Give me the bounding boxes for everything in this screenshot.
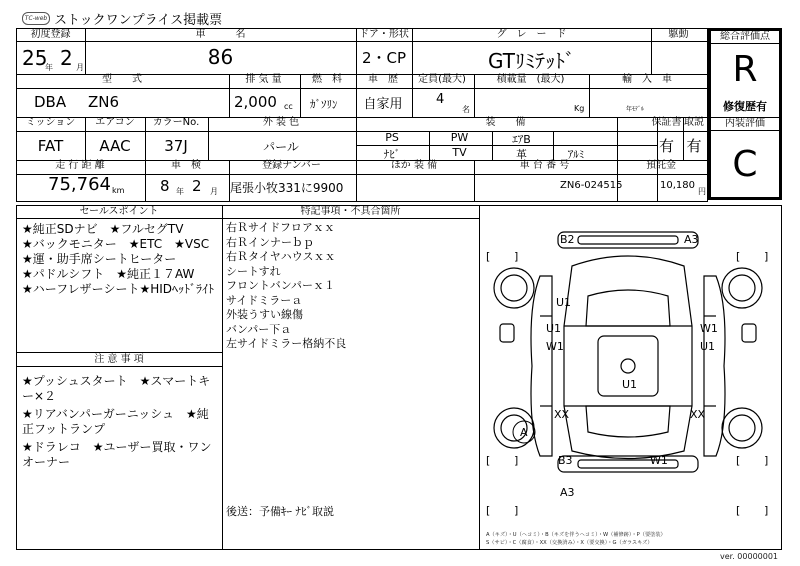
plate-value: 尾張小牧331に9900 xyxy=(230,181,344,195)
model-value: ZN6 xyxy=(88,93,120,111)
reg-year-value: 25 xyxy=(22,46,48,70)
list-item: 左サイドミラー格納不良 xyxy=(226,337,347,350)
list-item: 右Ｒインナーｂｐ xyxy=(226,235,314,249)
interior-grade: C xyxy=(732,144,758,185)
svg-text:[: [ xyxy=(736,454,741,467)
mark-xx-right: XX xyxy=(690,408,706,421)
displacement-unit: cc xyxy=(284,102,293,111)
list-item: ★リアバンパーガーニッシュ ★純 xyxy=(22,407,209,421)
label-mission: ミッション xyxy=(25,117,76,128)
insp-year-value: 8 xyxy=(160,177,170,195)
overall-grade: R xyxy=(732,49,758,90)
label-manual: 取説 xyxy=(684,117,704,128)
displacement-value: 2,000 xyxy=(234,93,277,111)
svg-text:]: ] xyxy=(514,250,519,263)
door-value: 2・CP xyxy=(361,49,407,67)
label-drive: 駆動 xyxy=(668,29,689,40)
mileage-unit: km xyxy=(112,186,125,195)
label-recycle: 預託金 xyxy=(646,160,676,171)
mission-value: FAT xyxy=(37,137,64,155)
label-displacement: 排 気 量 xyxy=(245,74,282,85)
list-item: バンパー下ａ xyxy=(226,322,292,336)
reg-month-unit: 月 xyxy=(76,63,84,72)
equip-ps: PS xyxy=(385,131,399,144)
label-load: 積載量 (最大) xyxy=(496,74,565,85)
svg-text:[: [ xyxy=(486,250,491,263)
manual-value: 有 xyxy=(686,137,702,155)
mark-b2: B2 xyxy=(560,233,575,246)
version: ver. 00000001 xyxy=(720,552,779,561)
label-aircon: エアコン xyxy=(95,117,135,128)
label-model: 型 式 xyxy=(102,74,142,85)
cautions-list xyxy=(22,374,220,470)
label-interior: 内装評価 xyxy=(725,118,765,129)
mark-a3-front: A3 xyxy=(684,233,699,246)
mark-w1-rear: W1 xyxy=(650,454,668,467)
sales-points-list xyxy=(22,222,220,297)
label-exterior: 外 装 色 xyxy=(262,117,300,128)
model-prefix-value: DBA xyxy=(34,93,67,111)
label-equipment: 装 備 xyxy=(485,117,526,128)
label-warranty: 保証書 xyxy=(651,117,682,128)
mark-u1-door: U1 xyxy=(546,322,562,335)
label-overall: 総合評価点 xyxy=(720,31,770,42)
label-history: 車 歴 xyxy=(368,74,398,85)
reg-year-unit: 年 xyxy=(45,63,53,72)
label-car-name: 車 名 xyxy=(195,29,246,40)
label-grade: グ レ ー ド xyxy=(496,29,567,40)
logo: TC-web xyxy=(22,12,50,25)
equip-tv: TV xyxy=(452,146,467,159)
list-item: サイドミラーａ xyxy=(226,293,303,307)
recycle-unit: 円 xyxy=(698,187,706,196)
list-item: ★運・助手席シートヒーター xyxy=(22,252,177,266)
overall-grade-sub: 修復歴有 xyxy=(723,100,767,113)
label-import: 輸 入 車 xyxy=(622,74,672,85)
svg-text:]: ] xyxy=(514,504,519,517)
color-no-value: 37J xyxy=(164,137,188,155)
insp-year-unit: 年 xyxy=(176,187,184,196)
equip-alloy: ｱﾙﾐ xyxy=(567,148,585,161)
list-item: ★バックモニター ★ETC ★VSC xyxy=(22,237,210,251)
list-item: ★ドラレコ ★ユーザー買取・ワン xyxy=(22,440,212,454)
chassis-value: ZN6-024515 xyxy=(560,180,623,191)
svg-text:[: [ xyxy=(736,250,741,263)
mark-u1-right: U1 xyxy=(700,340,716,353)
equip-leather: 革 xyxy=(516,148,527,161)
label-color-no: カラーNo. xyxy=(152,117,200,128)
label-other-equipment: ほか 装 備 xyxy=(390,160,438,171)
list-item: ★純正SDナビ ★フルセグTV xyxy=(22,222,184,236)
svg-text:]: ] xyxy=(764,504,769,517)
list-item: シートすれ xyxy=(226,264,281,278)
equip-navi: ﾅﾋﾞ xyxy=(383,148,401,161)
label-first-reg: 初度登録 xyxy=(30,29,71,40)
load-unit: Kg xyxy=(574,104,585,113)
list-item: ★パドルシフト ★純正１７AW xyxy=(22,267,195,281)
list-item: ★プッシュスタート ★スマートキ xyxy=(22,374,211,388)
mark-b3: B3 xyxy=(558,454,573,467)
defects-list xyxy=(226,221,476,352)
model-year-unit: 年ﾓﾃﾞﾙ xyxy=(626,106,645,113)
label-defects: 特記事項・不具合箇所 xyxy=(300,206,401,217)
list-item: 外装うすい線傷 xyxy=(226,308,303,321)
list-item: ★ハーフレザーシート★HIDﾍｯﾄﾞﾗｲﾄ xyxy=(22,282,214,296)
label-mileage: 走 行 距 離 xyxy=(55,160,105,171)
reg-month-value: 2 xyxy=(60,46,73,70)
mark-a3-rear: A3 xyxy=(560,486,575,499)
fuel-value: ｶﾞｿﾘﾝ xyxy=(310,98,338,111)
list-item: フロントバンパーｘ１ xyxy=(226,279,336,292)
page-title: ストックワンプライス掲載票 xyxy=(54,13,223,28)
mark-w1-left: W1 xyxy=(546,340,564,353)
label-chassis: 車 台 番 号 xyxy=(519,160,570,171)
warranty-value: 有 xyxy=(658,137,674,155)
history-value: 自家用 xyxy=(363,97,403,112)
mark-u1-left: U1 xyxy=(556,296,572,309)
capacity-unit: 名 xyxy=(462,105,470,114)
recycle-value: 10,180 xyxy=(660,180,695,191)
svg-text:[: [ xyxy=(736,504,741,517)
svg-text:[: [ xyxy=(486,504,491,517)
equip-airbag: ｴｱB xyxy=(512,133,531,146)
legend xyxy=(486,531,780,547)
car-diagram xyxy=(480,206,780,528)
label-inspection: 車 検 xyxy=(171,160,201,171)
list-item: オーナー xyxy=(22,455,71,469)
label-plate: 登録ナンバー xyxy=(262,160,321,171)
label-sales-points: セールスポイント xyxy=(79,206,159,217)
label-capacity: 定員(最大) xyxy=(418,74,466,85)
mark-u1-roof: U1 xyxy=(622,378,638,391)
mark-w1-right: W1 xyxy=(700,322,718,335)
capacity-value: 4 xyxy=(436,92,445,107)
equip-pw: PW xyxy=(450,131,469,144)
defects-footer: 後送：予備ｷｰ ﾅﾋﾞ取説 xyxy=(226,505,334,518)
list-item: ー×２ xyxy=(22,389,57,403)
legend-line-1: A（キズ）・U（ヘコミ）・B（キズを伴うヘコミ）・W（補修跡）・P（要塗装） xyxy=(486,532,666,538)
svg-text:]: ] xyxy=(764,250,769,263)
label-door: ドア・形状 xyxy=(359,29,409,40)
mark-xx-left: XX xyxy=(554,408,570,421)
list-item: 右Ｒサイドフロアｘｘ xyxy=(226,221,335,234)
label-cautions: 注 意 事 項 xyxy=(94,354,144,365)
list-item: 右Ｒタイヤハウスｘｘ xyxy=(226,250,336,263)
mark-a: A xyxy=(520,426,528,439)
svg-text:[: [ xyxy=(486,454,491,467)
insp-month-value: 2 xyxy=(192,177,202,195)
legend-line-2: S（サビ）・C（腐食）・XX（交換済み）・X（要交換）・G（ガラスキズ） xyxy=(486,540,653,546)
exterior-value: パール xyxy=(263,140,299,154)
aircon-value: AAC xyxy=(99,137,131,155)
svg-text:]: ] xyxy=(514,454,519,467)
list-item: 正フットランプ xyxy=(22,422,106,436)
insp-month-unit: 月 xyxy=(210,187,218,196)
grade-value: GTﾘﾐﾃｯﾄﾞ xyxy=(487,49,575,73)
label-fuel: 燃 料 xyxy=(312,74,342,85)
mileage-value: 75,764 xyxy=(48,174,111,195)
car-name-value: 86 xyxy=(207,45,234,69)
svg-text:]: ] xyxy=(764,454,769,467)
